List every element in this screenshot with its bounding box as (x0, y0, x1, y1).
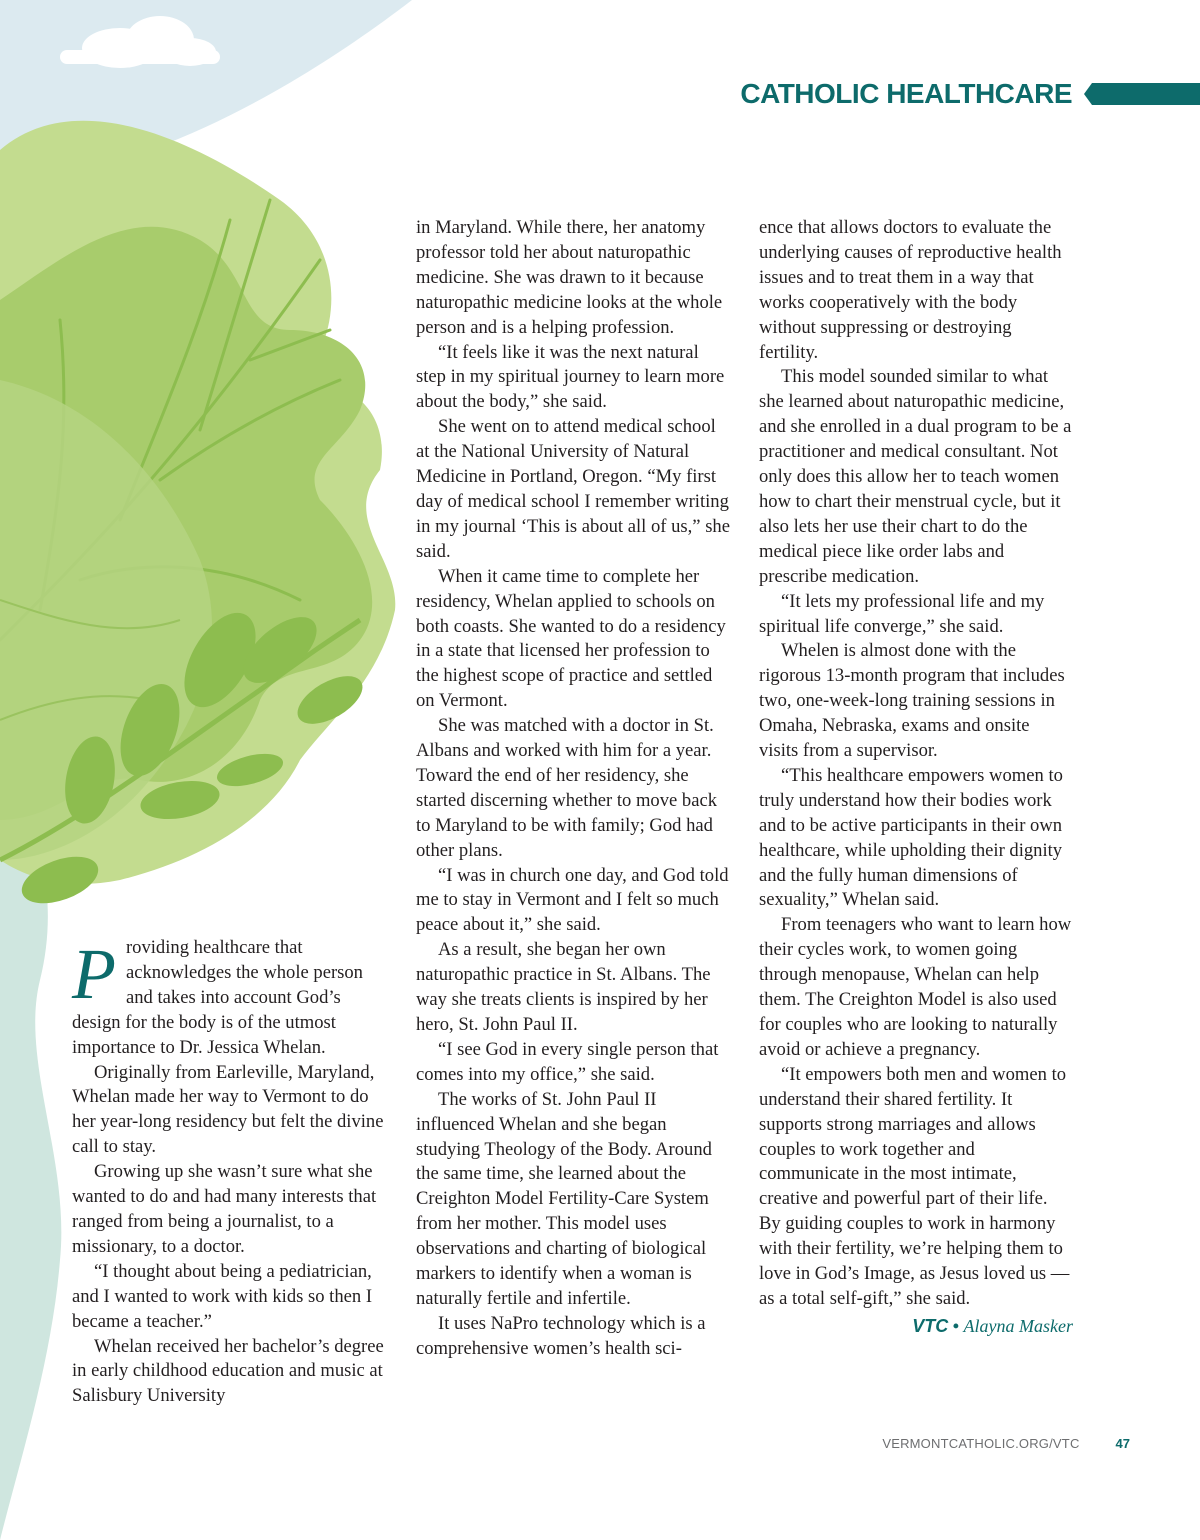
page-number: 47 (1115, 1436, 1130, 1451)
paragraph: ence that allows doctors to evaluate the underlying causes of reproductive health issues and to treat them in a way that works cooperatively with the body without suppressing or destroying fertility. (759, 217, 1062, 363)
paragraph: This model sounded similar to what she learned about naturopathic medicine, and she enrolled in a dual program to be a practitioner and medical consultant. Not only does this allow her to teach women how to chart their menstrual cycle, but it also lets her use their chart to do the medical piece like order labs and prescribe medication. (759, 366, 1072, 587)
paragraph: She went on to attend medical school at the National University of Natural Medicine in Portland, Oregon. “My first day of medical school I remember writing in my journal ‘This is about all of us,” she said. (416, 416, 730, 562)
paragraph: The works of St. John Paul II influenced Whelan and she began studying Theology of the Body. Around the same time, she learned about the Creighton Model Fertility-Care System from her mother. This model uses observations and charting of biological markers to identify when a woman is naturally fertile and infertile. (416, 1088, 712, 1309)
paragraph: “It empowers both men and women to understand their shared fertility. It supports strong marriages and allows couples to work together and communicate in the most intimate, creative and powerful part of their life. By guiding couples to work in harmony with their fertility, we’re helping them to love in God’s Image, as Jesus loved us — as a total self-gift,” she said. (759, 1063, 1070, 1309)
page-footer (882, 1436, 1130, 1451)
article-column-2 (416, 216, 730, 1362)
paragraph: Growing up she wasn’t sure what she wanted to do and had many interests that ranged from being a journalist, to a missionary, to a doctor. (72, 1161, 377, 1257)
byline (759, 1314, 1073, 1339)
byline-separator: • (952, 1315, 960, 1336)
article-column-1 (72, 936, 384, 1409)
paragraph: She was matched with a doctor in St. Albans and worked with him for a year. Toward the end of her residency, she started discerning whether to move back to Maryland to be with family; God had other plans. (416, 715, 718, 861)
paragraph: “I thought about being a pediatrician, and I wanted to work with kids so then I became a teacher.” (72, 1260, 373, 1332)
article-column-3 (759, 216, 1073, 1339)
byline-author: Alayna Masker (963, 1315, 1073, 1336)
paragraph: “This healthcare empowers women to truly understand how their bodies work and to be active participants in their own healthcare, while upholding their dignity and the fully human dimensions of sexuality,” Whelan said. (759, 764, 1063, 911)
paragraph: It uses NaPro technology which is a comprehensive women’s health sci- (416, 1312, 706, 1359)
paragraph: From teenagers who want to learn how their cycles work, to women going through menopause, Whelan can help them. The Creighton Model is also used for couples who are looking to naturally avoid or achieve a pregnancy. (759, 914, 1072, 1060)
paragraph: “It feels like it was the next natural step in my spiritual journey to learn more about the body,” she said. (416, 341, 725, 413)
section-tab-marker (1084, 83, 1200, 105)
paragraph: Whelen is almost done with the rigorous 13-month program that includes two, one-week-long training sessions in Omaha, Nebraska, exams and onsite visits from a supervisor. (759, 640, 1065, 762)
section-title: CATHOLIC HEALTHCARE (740, 78, 1072, 109)
paragraph: “I see God in every single person that comes into my office,” she said. (416, 1038, 719, 1085)
paragraph: “I was in church one day, and God told me to stay in Vermont and I felt so much peace about it,” she said. (416, 864, 729, 936)
drop-cap: P (72, 934, 116, 1014)
paragraph: in Maryland. While there, her anatomy professor told her about naturopathic medicine. She was drawn to it because naturopathic medicine looks at the whole person and is a helping profession. (416, 217, 723, 338)
paragraph: Originally from Earleville, Maryland, Whelan made her way to Vermont to do her year-long residency but felt the divine call to stay. (72, 1061, 384, 1158)
footer-url[interactable]: VERMONTCATHOLIC.ORG/VTC (882, 1436, 1080, 1451)
paragraph: As a result, she began her own naturopathic practice in St. Albans. The way she treats clients is inspired by her hero, St. John Paul II. (416, 939, 711, 1035)
byline-publication: VTC (912, 1315, 949, 1336)
paragraph: Whelan received her bachelor’s degree in early childhood education and music at Salisbury University (72, 1335, 384, 1407)
section-header (740, 78, 1200, 110)
paragraph: “It lets my professional life and my spiritual life converge,” she said. (759, 590, 1045, 637)
paragraph: When it came time to complete her residency, Whelan applied to schools on both coasts. She wanted to do a residency in a state that licensed her profession to the highest scope of practice and settled on Vermont. (416, 565, 726, 712)
lead-paragraph: Providing healthcare that acknowledges the whole person and takes into account God’s design for the body is of the utmost importance to Dr. Jessica Whelan. (72, 934, 363, 1058)
